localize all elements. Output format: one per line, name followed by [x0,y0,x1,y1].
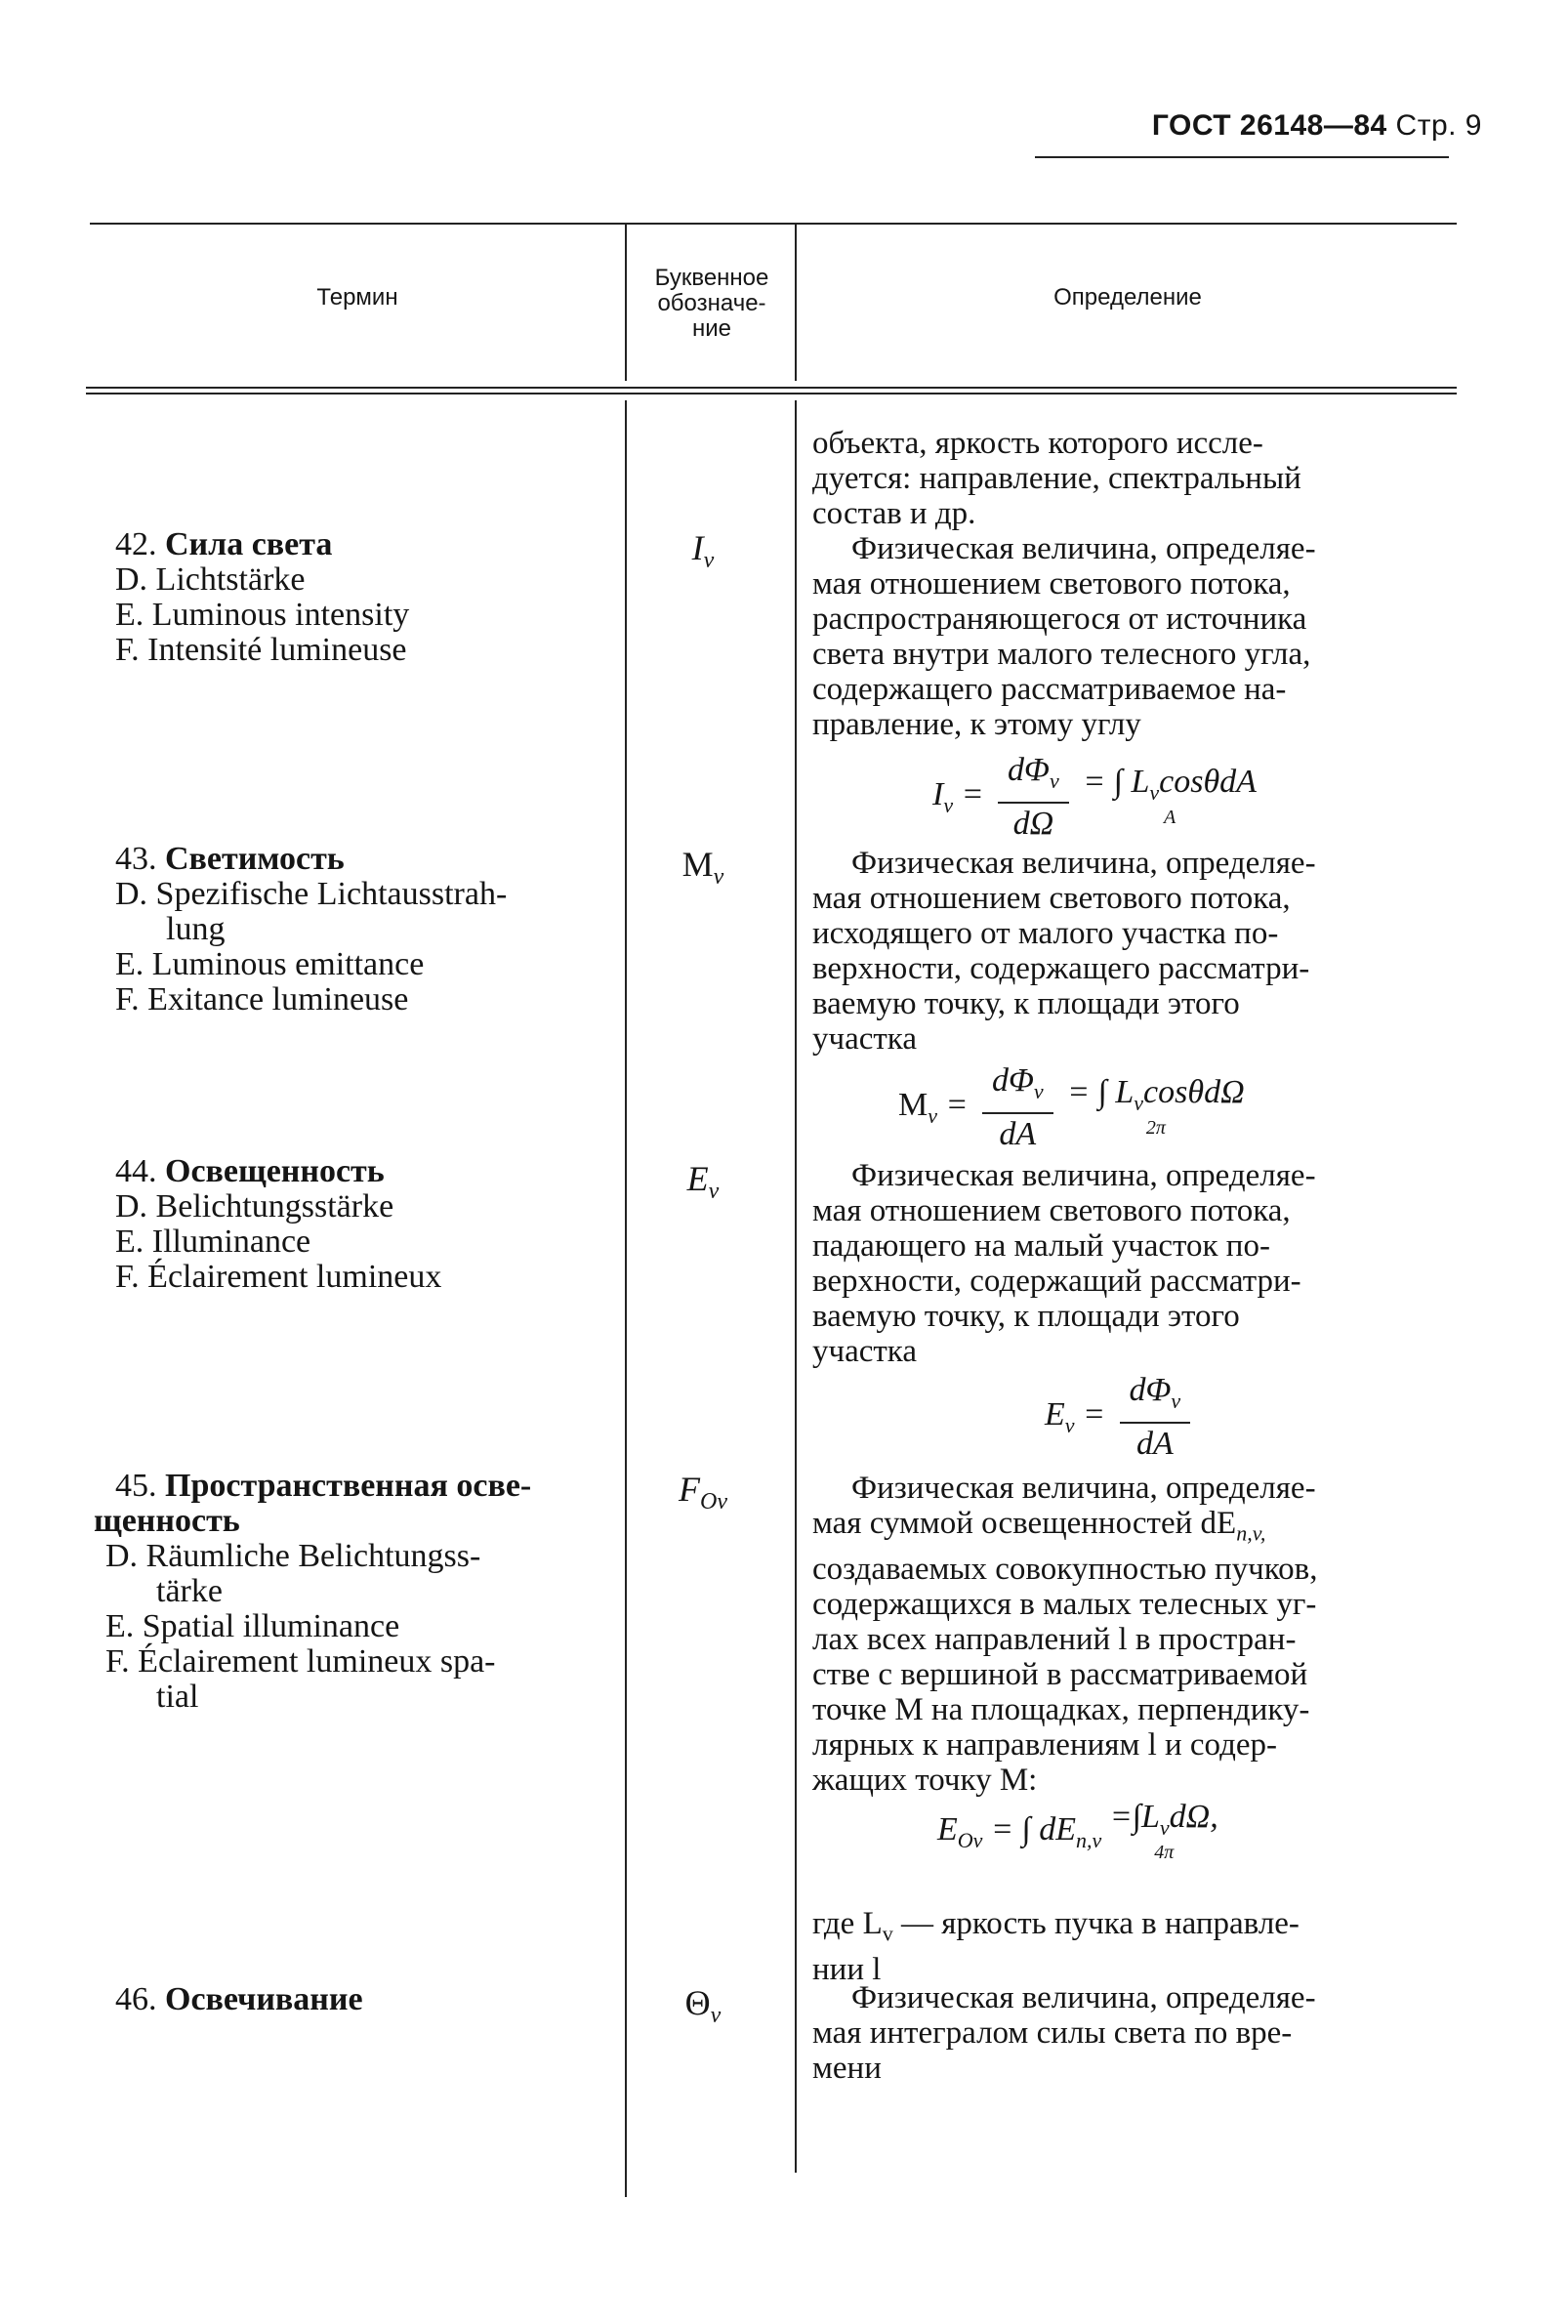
definition-line: Физическая величина, определяе- [851,1471,1316,1506]
symbol-subscript: v [703,548,715,574]
formula-text: cosθdA [1159,764,1257,800]
symbol-letter: I [691,528,704,567]
formula-text: =∫L [1109,1799,1160,1835]
formula-integral [1067,1074,1245,1139]
symbol-42 [644,527,762,574]
definition-line: верхности, содержащего рассматри- [812,951,1310,986]
integral-limit: 2π [1145,1116,1166,1139]
term-number: 43. [115,841,157,877]
formula-denominator: dA [999,1115,1037,1152]
definition-line: мая интегралом силы света по вре- [812,2015,1293,2051]
definition-line: исходящего от малого участка по- [812,916,1279,951]
formula-numerator: dΦ [1129,1372,1172,1408]
formula-sub: v [1049,768,1059,793]
definition-line: лах всех направлений l в простран- [812,1621,1297,1657]
definition-sub: n,v, [1236,1520,1266,1546]
term-translation: lung [166,911,226,947]
definition-line: мени [812,2051,882,2086]
table-head-rule-2 [86,393,1457,394]
term-44 [115,1154,603,1295]
formula-sub: v [1171,1388,1181,1413]
formula-sub: v [928,1102,937,1128]
definition-line: создаваемых совокупностью пучков, [812,1551,1318,1587]
definition-line: Физическая величина, определяе- [851,531,1316,566]
definition-line: ваемую точку, к площади этого [812,1299,1240,1334]
definition-line: верхности, содержащий рассматри- [812,1264,1301,1299]
definition-line: объекта, яркость которого иссле- [812,426,1263,461]
note-text: где L [812,1906,883,1941]
column-head-symbol-line: обозначе- [657,290,766,316]
symbol-letter: Θ [684,1983,711,2022]
definition-line: состав и др. [812,496,976,531]
formula-text: dΩ, [1169,1799,1218,1835]
note-text: — яркость пучка в направле- [901,1906,1300,1941]
term-translation: F. Intensité lumineuse [115,632,407,668]
term-translation: E. Luminous intensity [115,597,410,633]
definition-line: света внутри малого телесного угла, [812,637,1311,672]
standard-number: ГОСТ 26148—84 [1151,109,1387,142]
term-translation: tärke [156,1573,223,1609]
symbol-letter: E [686,1159,709,1198]
symbol-subscript: v [710,2003,722,2029]
term-translation: F. Éclairement lumineux spa- [105,1643,496,1680]
definition-line: ваемую точку, к площади этого [812,986,1240,1021]
formula-sub: Ov [957,1827,983,1852]
definition-line: Физическая величина, определяе- [851,846,1316,881]
term-translation: D. Spezifische Lichtausstrah- [115,876,508,912]
definition-line: стве с вершиной в рассматриваемой [812,1656,1308,1692]
continued-definition [812,426,1457,531]
term-name: Освечивание [165,1981,363,2017]
formula-44: $E_v$ = $\frac{d\Phi_v}{dA}$ [1045,1372,1196,1463]
term-translation: tial [156,1679,199,1715]
definition-line: лярных к направлениям l и содер- [812,1726,1278,1763]
definition-line: мая суммой освещенностей dE [812,1506,1237,1541]
formula-denominator: dΩ [1012,805,1054,842]
column-divider-head-1 [625,225,627,381]
note-text: нии l [812,1951,882,1987]
formula-text: E [937,1811,958,1848]
definition-line: распространяющегося от источника [812,602,1307,637]
formula-sub: v [1134,1090,1144,1115]
column-head-term: Термин [316,284,398,311]
formula-text: I [932,776,944,813]
integral-limit: 4π [1154,1841,1175,1863]
formula-text: = ∫ L [1083,764,1150,800]
formula-text: = ∫ dE [990,1811,1076,1848]
symbol-44 [644,1158,762,1205]
column-divider-1 [625,400,627,2197]
term-translation: F. Exitance lumineuse [115,981,409,1017]
term-name: Сила света [165,526,333,562]
column-divider-head-2 [795,225,797,381]
symbol-subscript: v [708,1179,720,1205]
definition-line: мая отношением светового потока, [812,566,1291,602]
term-42 [115,527,603,668]
integral-limit: A [1163,806,1176,828]
term-45 [94,1469,592,1715]
term-name: Пространственная осве- [165,1468,532,1504]
term-translation: F. Éclairement lumineux [115,1259,442,1295]
column-head-definition: Определение [1053,284,1202,311]
term-43 [115,842,603,1017]
formula-denominator: dA [1135,1425,1174,1462]
symbol-subscript: v [713,864,724,891]
formula-numerator: dΦ [1008,752,1050,788]
formula-42: $I_v$ = $\frac{d\Phi_v}{d\Omega}$ = ∫ $L_v\cos\theta dA$ A [932,752,1257,842]
formula-fraction [998,752,1069,843]
term-name: Освещенность [165,1153,385,1189]
formula-text: E [1045,1396,1065,1433]
definition-45 [812,1471,1457,1798]
symbol-subscript: Ov [700,1489,727,1515]
definition-46 [812,1980,1457,2086]
term-translation: D. Lichtstärke [115,561,306,598]
formula-sub: n,v [1075,1827,1102,1852]
formula-integral [1109,1799,1218,1863]
symbol-45 [644,1469,762,1515]
symbol-43 [644,844,762,891]
formula-sub: v [1159,1814,1170,1840]
symbol-letter: M [681,845,714,884]
definition-43 [812,846,1457,1057]
formula-fraction [982,1062,1053,1153]
column-head-symbol-line: Буквенное [654,265,769,291]
term-translation: D. Belichtungsstärke [115,1188,394,1224]
term-number: 46. [115,1981,157,2017]
term-translation: E. Illuminance [115,1224,311,1260]
note-45 [812,1906,1457,1987]
formula-sub: v [1149,779,1160,805]
column-divider-2 [795,400,797,2173]
formula-text: = ∫ L [1067,1074,1135,1110]
formula-43: $M_v$ = $\frac{d\Phi_v}{dA}$ = ∫ $L_v\cos\theta d\Omega$ 2π [898,1062,1245,1152]
table-top-rule [90,223,1457,225]
definition-line: Физическая величина, определяе- [851,1980,1316,2015]
formula-integral [1083,764,1257,828]
definition-line: содержащихся в малых телесных уг- [812,1586,1317,1622]
term-translation: E. Luminous emittance [115,946,425,982]
formula-fraction [1120,1372,1191,1463]
definition-line: мая отношением светового потока, [812,1193,1291,1228]
term-translation: E. Spatial illuminance [105,1608,400,1644]
page-header [1152,109,1482,143]
definition-line: падающего на малый участок по- [812,1228,1270,1264]
term-number: 42. [115,526,157,562]
definition-line: правление, к этому углу [812,707,1141,742]
definition-line: Физическая величина, определяе- [851,1158,1316,1193]
term-46 [115,1982,603,2017]
formula-numerator: dΦ [991,1062,1034,1099]
formula-45 [937,1799,1218,1863]
definition-line: точке M на площадках, перпендику- [812,1691,1310,1727]
definition-line: участка [812,1021,917,1057]
definition-line: дуется: направление, спектральный [812,461,1301,496]
definition-line: мая отношением светового потока, [812,881,1291,916]
term-name: Светимость [165,841,345,877]
formula-text: M [898,1087,928,1124]
column-head-symbol [629,266,795,342]
formula-text: cosθdΩ [1143,1074,1245,1110]
term-translation: D. Räumliche Belichtungss- [105,1538,481,1574]
formula-sub: v [1064,1412,1075,1437]
page-number: Стр. 9 [1395,109,1482,142]
term-name-continued: щенность [94,1503,240,1539]
table-head-rule-1 [86,387,1457,389]
formula-sub: v [1033,1078,1044,1103]
term-number: 44. [115,1153,157,1189]
definition-44 [812,1158,1457,1369]
note-sub: v [882,1921,893,1946]
header-rule [1035,156,1449,158]
symbol-letter: F [679,1470,700,1509]
definition-42 [812,531,1457,742]
symbol-46 [644,1982,762,2029]
definition-line: жащих точку M: [812,1762,1038,1798]
formula-sub: v [943,792,954,817]
term-number: 45. [115,1468,157,1504]
definition-line: содержащего рассматриваемое на- [812,672,1287,707]
definition-line: участка [812,1334,917,1369]
column-head-symbol-line: ние [691,315,731,342]
